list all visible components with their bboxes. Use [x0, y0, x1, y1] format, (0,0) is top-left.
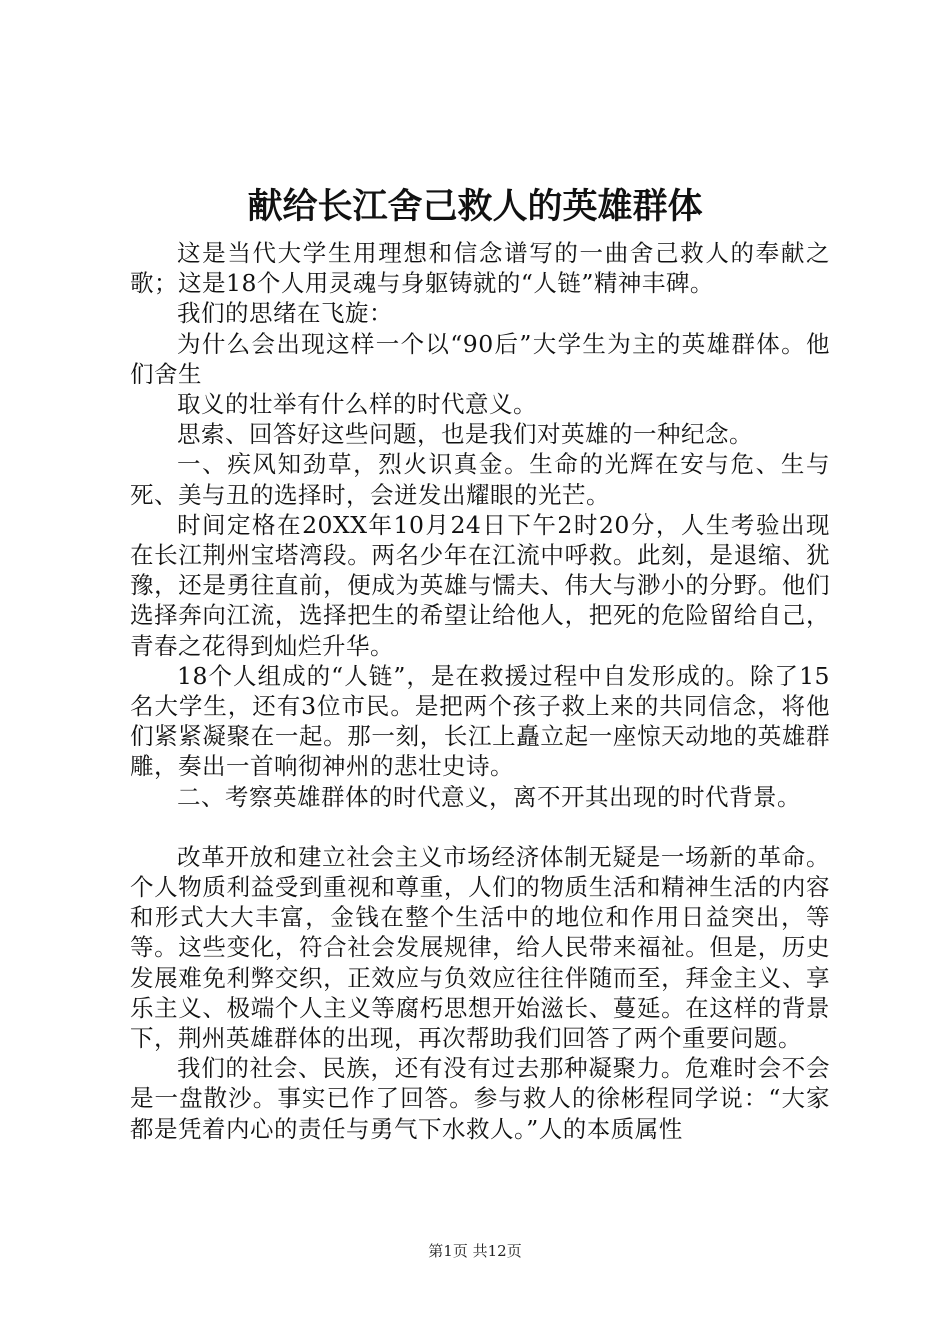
page-number-footer: 第1页 共12页 [428, 1242, 522, 1260]
paragraph: 思索、回答好这些问题，也是我们对英雄的一种纪念。 [177, 420, 753, 449]
paragraph: 我们的社会、民族，还有没有过去那种凝聚力。危难时会不会是一盘散沙。事实已作了回答。参与救人的徐彬程同学说：“大家都是凭着内心的责任与勇气下水救人。”人的本质属性 [130, 1054, 830, 1143]
paragraph: 这是当代大学生用理想和信念谱写的一曲舍己救人的奉献之歌；这是18个人用灵魂与身躯铸就的“人链”精神丰碑。 [130, 239, 830, 298]
paragraph: 为什么会出现这样一个以“90后”大学生为主的英雄群体。他们舍生 [130, 329, 830, 388]
document-body [130, 238, 830, 1144]
paragraph: 改革开放和建立社会主义市场经济体制无疑是一场新的革命。个人物质利益受到重视和尊重，人们的物质生活和精神生活的内容和形式大大丰富，金钱在整个生活中的地位和作用日益突出，等等。这些变化，符合社会发展规律，给人民带来福祉。但是，历史发展难免利弊交织，正效应与负效应往往伴随而至，拜金主义、享乐主义、极端个人主义等腐朽思想开始滋长、蔓延。在这样的背景下，荆州英雄群体的出现，再次帮助我们回答了两个重要问题。 [130, 842, 830, 1053]
paragraph: 取义的壮举有什么样的时代意义。 [177, 390, 537, 419]
paragraph: 一、疾风知劲草，烈火识真金。生命的光辉在安与危、生与死、美与丑的选择时，会迸发出耀眼的光芒。 [130, 450, 830, 509]
paragraph: 我们的思绪在飞旋： [177, 299, 393, 328]
paragraph: 时间定格在20XX年10月24日下午2时20分，人生考验出现在长江荆州宝塔湾段。两名少年在江流中呼救。此刻，是退缩、犹豫，还是勇往直前，便成为英雄与懦夫、伟大与渺小的分野。他们选择奔向江流，选择把生的希望让给他人，把死的危险留给自己，青春之花得到灿烂升华。 [130, 510, 830, 660]
paragraph: 18个人组成的“人链”，是在救援过程中自发形成的。除了15名大学生，还有3位市民。是把两个孩子救上来的共同信念，将他们紧紧凝聚在一起。那一刻，长江上矗立起一座惊天动地的英雄群雕，奏出一首响彻神州的悲壮史诗。 [130, 661, 830, 781]
section-heading-paragraph: 二、考察英雄群体的时代意义，离不开其出现的时代背景。 [177, 782, 801, 811]
blank-line [130, 812, 830, 842]
document-title: 献给长江舍己救人的英雄群体 [247, 187, 703, 227]
